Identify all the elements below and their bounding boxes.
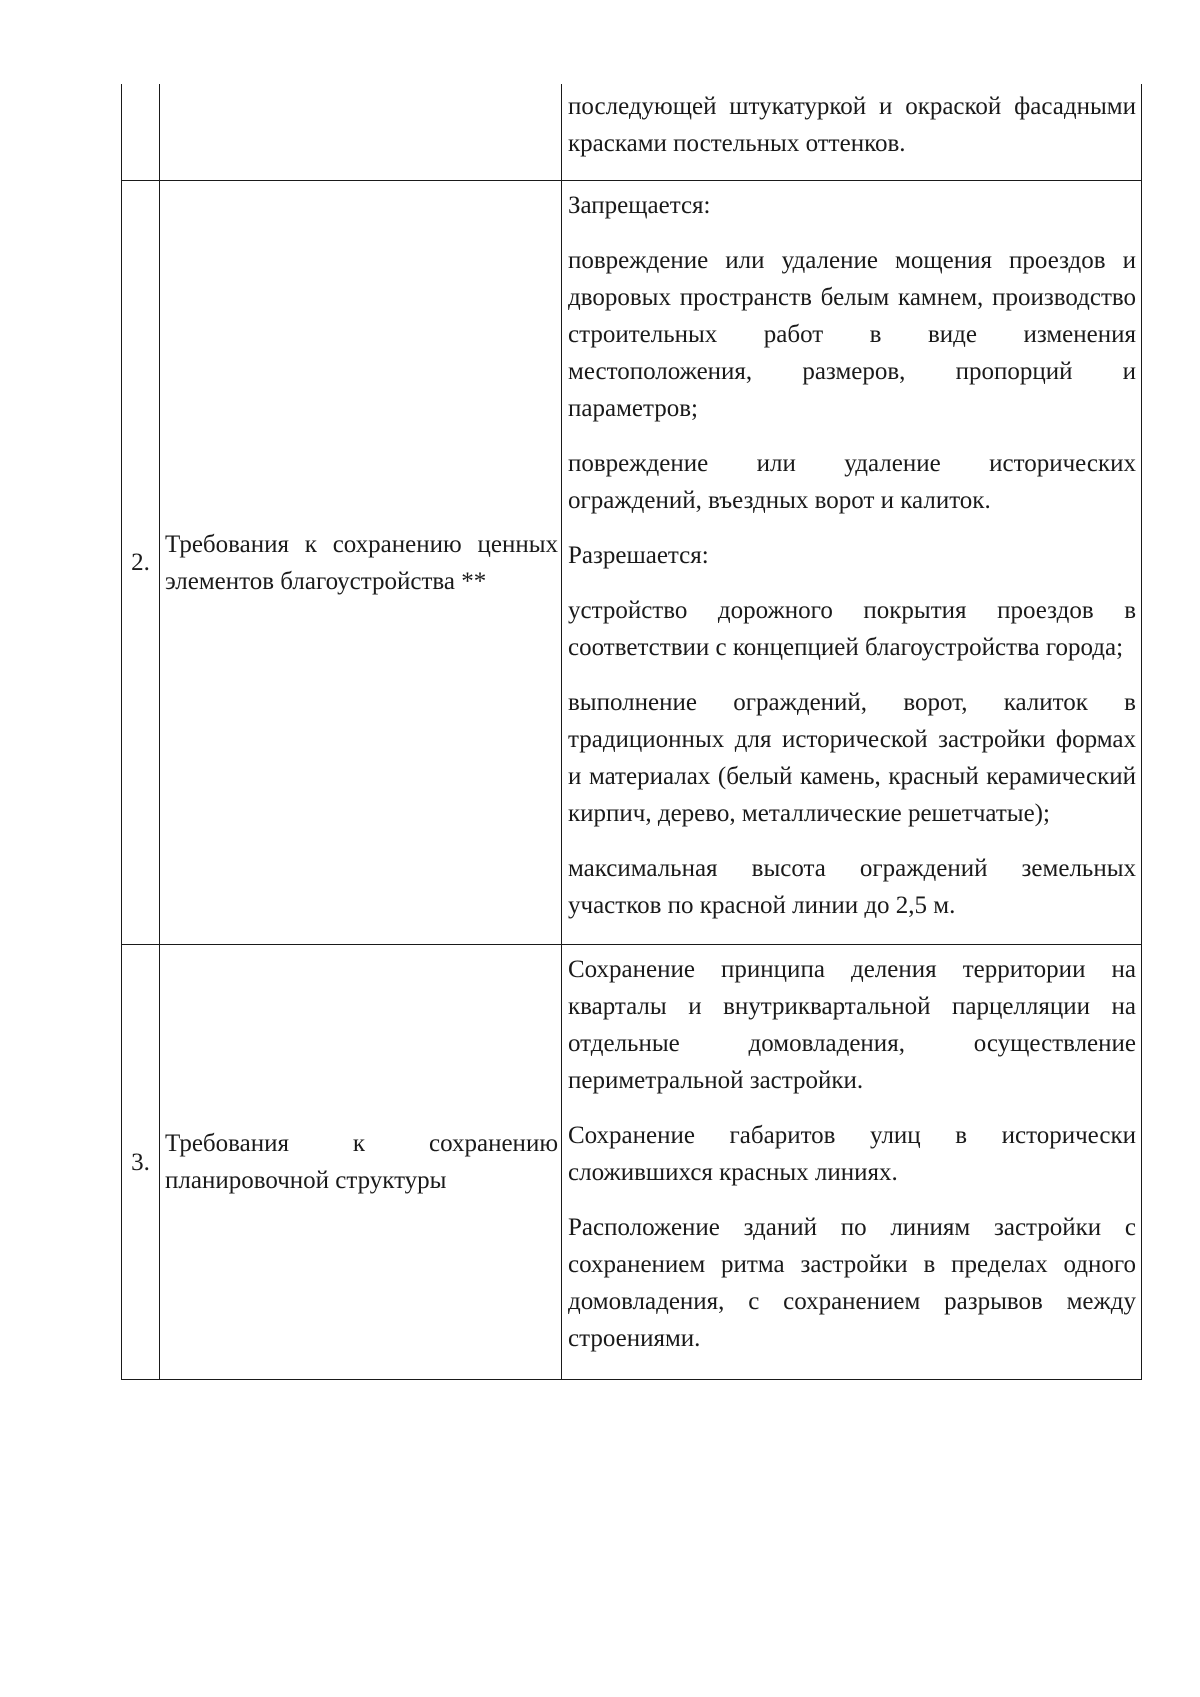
description-paragraph: Сохранение габаритов улиц в исторически сложившихся красных линиях. (568, 1122, 1136, 1186)
row-number: 2. (122, 181, 160, 945)
description-paragraph: устройство дорожного покрытия проездов в соответствии с концепцией благоустройства города; (568, 597, 1136, 661)
description-paragraph: Запрещается: (568, 192, 711, 219)
description-paragraph: повреждение или удаление исторических ограждений, въездных ворот и калиток. (568, 450, 1136, 514)
table-row-2 (122, 181, 1142, 945)
description-paragraph: выполнение ограждений, ворот, калиток в традиционных для исторической застройки формах и материалах (белый камень, красный керамический кирпич, дерево, металлические решетчатые); (568, 689, 1136, 827)
table-row-continuation (122, 84, 1142, 181)
description-paragraph: последующей штукатуркой и окраской фасадными красками постельных оттенков. (568, 93, 1136, 157)
description-paragraph: Сохранение принципа деления территории на кварталы и внутриквартальной парцелляции на отдельные домовладения, осуществление периметральной застройки. (568, 956, 1136, 1094)
requirements-table (121, 84, 1142, 1380)
row-description-cell (562, 181, 1142, 945)
row-number-cell (122, 84, 160, 181)
row-description-cell (562, 945, 1142, 1380)
row-title: Требования к сохранению планировочной структуры (160, 945, 562, 1380)
row-description-cell (562, 84, 1142, 181)
description-paragraph: Разрешается: (568, 542, 709, 569)
description-paragraph: максимальная высота ограждений земельных участков по красной линии до 2,5 м. (568, 855, 1136, 919)
table-row-3 (122, 945, 1142, 1380)
description-paragraph: Расположение зданий по линиям застройки с сохранением ритма застройки в пределах одного домовладения, с сохранением разрывов между строениями. (568, 1214, 1136, 1352)
row-title-cell (160, 84, 562, 181)
row-number: 3. (122, 945, 160, 1380)
row-title: Требования к сохранению ценных элементов благоустройства ** (160, 181, 562, 945)
description-paragraph: повреждение или удаление мощения проездов и дворовых пространств белым камнем, производство строительных работ в виде изменения местоположения, размеров, пропорций и параметров; (568, 247, 1136, 422)
